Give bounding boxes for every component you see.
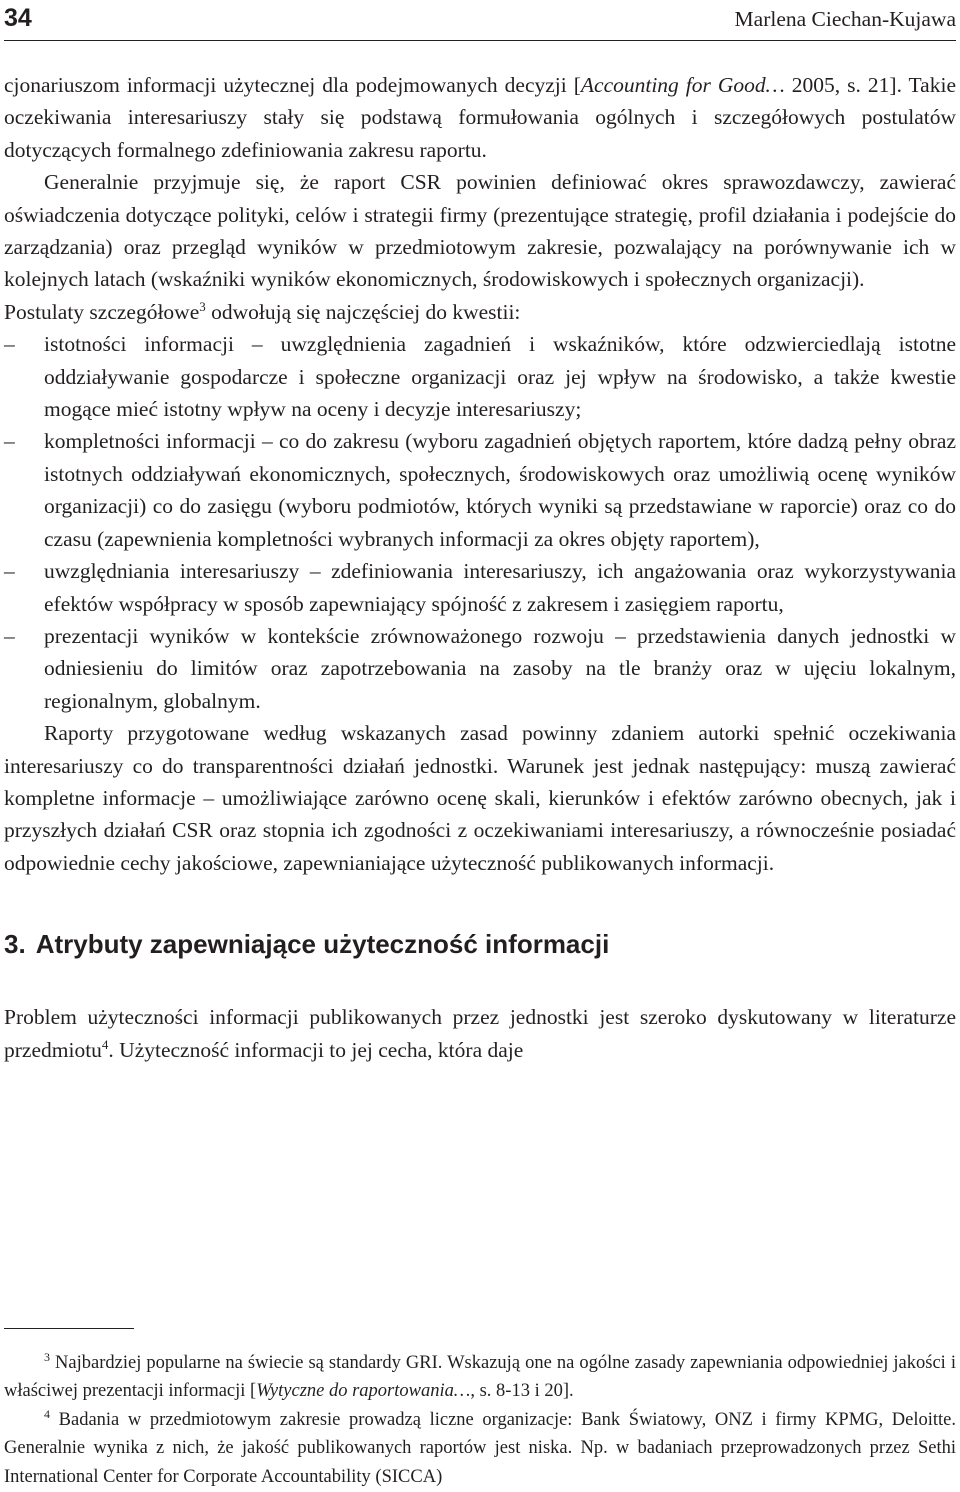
citation-italic: Accounting for Good… — [580, 73, 785, 97]
section-title: Atrybuty zapewniające użyteczność informacji — [35, 929, 610, 960]
list-item — [4, 620, 956, 717]
footnote-number: 3 — [44, 1350, 50, 1364]
dash-bullet: – — [4, 429, 15, 454]
paragraph-continuation — [4, 69, 956, 166]
list-item — [4, 555, 956, 620]
text-run: . Użyteczność informacji to jej cecha, która daje — [108, 1037, 524, 1062]
list-item-text: prezentacji wyników w kontekście zrównoważonego rozwoju – przedstawienia danych jednostki w odniesieniu do limitów oraz zapotrzebowania na zasoby na tle branży oraz w ujęciu lokalnym, regionalnym, globalnym. — [44, 623, 956, 713]
list-item-text: istotności informacji – uwzględnienia zagadnień i wskaźników, które odzwierciedlają istotne oddziaływanie gospodarcze i społeczne organizacji oraz jej wpływ na środowisko, a także kwestie mogące mieć istotny wpływ na oceny i decyzje interesariuszy; — [44, 332, 956, 422]
text-run: , s. 8-13 i 20]. — [470, 1381, 574, 1402]
running-head-author: Marlena Ciechan-Kujawa — [734, 7, 956, 31]
paragraph-reports-conclusion: Raporty przygotowane według wskazanych zasad powinny zdaniem autorki spełnić oczekiwania interesariuszy co do transparentności działań jednostki. Warunek jest jednak następujący: muszą zawierać kompletne informacje – umożliwiające zarówno ocenę skali, kierunków i efektów zarówno obecnych, jak i przyszłych działań CSR oraz stopnia ich zgodności z oczekiwaniami interesariuszy, a równocześnie posiadać odpowiednie cechy jakościowe, zapewnianiające użyteczność publikowanych informacji. — [4, 721, 956, 875]
list-item — [4, 425, 956, 555]
footnotes — [4, 1328, 956, 1491]
paragraph-csr-report: Generalnie przyjmuje się, że raport CSR powinien definiować okres sprawozdawczy, zawierać oświadczenia dotyczące polityki, celów i strategii firmy (prezentujące strategię, profil działania i podejście do zarządzania) oraz przegląd wyników w przedmiotowym zakresie, pozwalający na porównywanie ich w kolejnych latach (wskaźniki wyników ekonomicznych, środowiskowych i społecznych organizacji). — [4, 170, 956, 292]
postulates-list — [4, 328, 956, 717]
main-text — [4, 69, 956, 1066]
text-run: Problem użyteczności informacji publikowanych przez jednostki jest szeroko dyskutowany w literaturze przedmiotu — [4, 1005, 956, 1062]
footnote-number: 4 — [44, 1406, 50, 1421]
text-run: cjonariuszom informacji użytecznej dla podejmowanych decyzji [ — [4, 73, 581, 97]
footnote-ref-4[interactable]: 4 — [101, 1036, 109, 1052]
footnote-3 — [4, 1349, 956, 1406]
list-item-text: kompletności informacji – co do zakresu (wyboru zagadnień objętych raportem, które dadzą pełny obraz istotnych oddziaływań ekonomicznych, społecznych, środowiskowych oraz umożliwią ocenę wyników organizacji) co do zasięgu (wyboru podmiotów, których wyniki są przedstawiane w raporcie) oraz co do czasu (zapewnienia kompletności wybranych informacji za okres objęty raportem), — [44, 429, 956, 551]
dash-bullet: – — [4, 623, 15, 648]
text-run: Najbardziej popularne na świecie są standardy GRI. Wskazują one na ogólne zasady zapewniania odpowiedniej jakości i właściwej prezentacji informacji [ — [4, 1353, 956, 1402]
footnote-4 — [4, 1406, 956, 1491]
text-run: 2005, s. 21]. Takie oczekiwania interesariuszy stały się podstawą formułowania ogólnych i szczegółowych postulatów dotyczących formalnego zdefiniowania zakresu raportu. — [4, 73, 956, 162]
section-heading — [4, 927, 956, 961]
dash-bullet: – — [4, 559, 15, 584]
footnote-ref-3[interactable]: 3 — [199, 298, 206, 314]
section-number: 3. — [4, 929, 26, 960]
page-header — [4, 0, 956, 41]
text-run: Postulaty szczegółowe — [4, 299, 200, 324]
paragraph-postulates — [4, 296, 956, 328]
citation-italic: Wytyczne do raportowania… — [256, 1381, 471, 1402]
dash-bullet: – — [4, 332, 15, 357]
page-number: 34 — [4, 4, 32, 32]
text-run: Badania w przedmiotowym zakresie prowadzą liczne organizacje: Bank Światowy, ONZ i firmy KPMG, Deloitte. Generalnie wynika z nich, że jakość publikowanych raportów jest niska. Np. w badaniach przeprowadzonych przez Sethi International Center for Corporate Accountability (SICCA) — [4, 1409, 956, 1487]
paragraph-usefulness — [4, 1001, 956, 1066]
list-item — [4, 328, 956, 425]
text-run: odwołują się najczęściej do kwestii: — [205, 299, 521, 324]
footnote-separator — [4, 1328, 134, 1329]
list-item-text: uwzględniania interesariuszy – zdefiniowania interesariuszy, ich angażowania oraz wykorzystywania efektów współpracy w sposób zapewniający spójność z zakresem i zasięgiem raportu, — [44, 559, 956, 616]
